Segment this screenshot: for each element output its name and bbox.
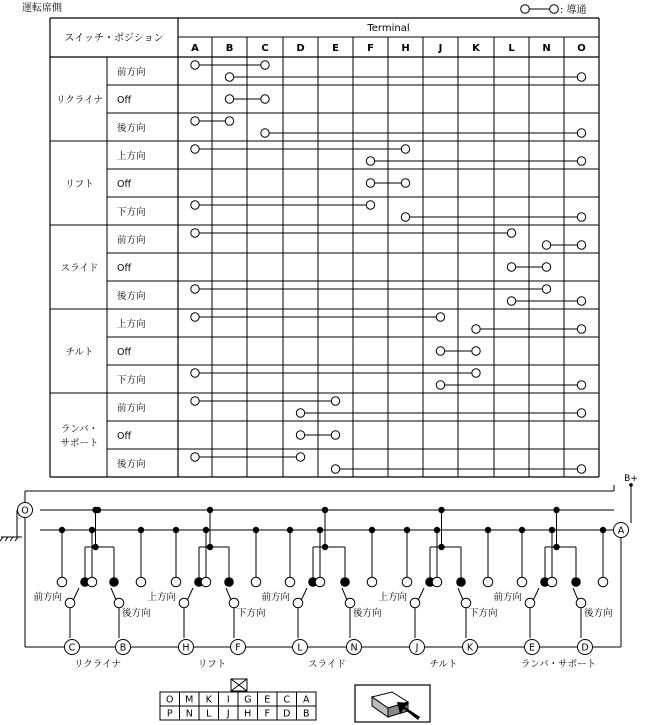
terminal-letter: K — [466, 642, 474, 654]
connector-pin-label: P — [166, 708, 173, 720]
connector-image — [355, 685, 430, 722]
terminal-label-B: B — [225, 43, 234, 54]
row-position-label: Off — [117, 347, 132, 358]
direction-label-left: 前方向 — [33, 592, 62, 603]
terminal-label-O: O — [577, 43, 586, 54]
switch-name: リクライナ — [73, 659, 122, 670]
direction-label-left: 前方向 — [493, 592, 522, 603]
battery-label: B+ — [624, 474, 638, 484]
connector-pin-label: B — [302, 708, 310, 720]
row-position-label: 後方向 — [117, 123, 146, 134]
row-position-label: 上方向 — [117, 151, 146, 162]
direction-label-left: 前方向 — [261, 592, 290, 603]
row-position-label: Off — [117, 179, 132, 190]
direction-label-right: 下方向 — [237, 608, 266, 619]
direction-label-left: 上方向 — [147, 592, 176, 603]
terminal-letter: L — [297, 642, 303, 654]
terminal-letter: D — [581, 642, 589, 654]
connector-pin-label: L — [206, 708, 212, 720]
terminal-label-E: E — [332, 43, 339, 54]
terminal-label-A: A — [191, 43, 199, 54]
switch-position-header: スイッチ・ポジション — [64, 33, 164, 44]
connector-pin-label: E — [264, 694, 271, 706]
direction-label-left: 上方向 — [378, 592, 407, 603]
group-name: チルト — [65, 347, 94, 358]
row-position-label: 上方向 — [117, 319, 146, 330]
connector-pin-label: N — [185, 708, 193, 720]
row-position-label: 前方向 — [117, 67, 146, 78]
connector-pin-label: I — [226, 694, 230, 706]
terminal-letter: B — [119, 642, 127, 654]
terminal-letter: A — [617, 525, 625, 537]
connector-pin-label: O — [166, 694, 174, 706]
connector-pin-label: M — [185, 694, 194, 706]
row-position-label: 下方向 — [117, 207, 146, 218]
switch-name: スライド — [308, 659, 346, 670]
group-name: リフト — [65, 179, 94, 190]
terminal-letter: C — [68, 642, 76, 654]
row-position-label: 下方向 — [117, 375, 146, 386]
connector-pin-label: K — [205, 694, 212, 706]
row-position-label: Off — [117, 263, 132, 274]
terminal-label-N: N — [542, 43, 551, 54]
group-name: サポート — [60, 438, 99, 449]
direction-label-right: 後方向 — [584, 608, 613, 619]
row-position-label: 後方向 — [117, 291, 146, 302]
terminal-letter: E — [528, 642, 536, 654]
page-title: 運転席側 — [22, 3, 62, 14]
terminal-label-J: J — [438, 43, 443, 54]
connector-pin-label: D — [283, 708, 291, 720]
terminal-label-C: C — [261, 43, 269, 54]
group-name: スライド — [60, 263, 99, 274]
group-name: ランバ・ — [60, 424, 99, 435]
connector-pin-label: C — [283, 694, 291, 706]
row-position-label: 前方向 — [117, 235, 146, 246]
switch-name: ランバ・サポート — [520, 659, 597, 670]
connector-pin-label: H — [244, 708, 252, 720]
switch-name: リフト — [197, 659, 227, 670]
terminal-letter: F — [235, 642, 241, 654]
row-position-label: 後方向 — [117, 459, 146, 470]
direction-label-right: 後方向 — [122, 608, 151, 619]
terminal-letter: J — [415, 642, 419, 654]
terminal-label-D: D — [296, 43, 305, 54]
row-position-label: Off — [117, 95, 132, 106]
switch-name: チルト — [429, 659, 458, 670]
terminal-label-F: F — [367, 43, 374, 54]
group-name: リクライナ — [55, 95, 104, 106]
terminal-letter: N — [350, 642, 358, 654]
direction-label-right: 下方向 — [469, 608, 498, 619]
terminal-header: Terminal — [367, 23, 410, 34]
direction-label-right: 後方向 — [353, 608, 382, 619]
terminal-letter: H — [182, 642, 190, 654]
connector-pin-label: A — [303, 694, 310, 706]
terminal-label-K: K — [472, 43, 480, 54]
connector-pin-label: F — [264, 708, 270, 720]
terminal-label-L: L — [508, 43, 515, 54]
row-position-label: Off — [117, 431, 132, 442]
terminal-letter: O — [21, 505, 29, 517]
row-position-label: 前方向 — [117, 403, 146, 414]
connector-pin-label: G — [244, 694, 252, 706]
terminal-label-H: H — [401, 43, 410, 54]
legend-label: : 導通 — [560, 5, 587, 16]
connector-pin-label: J — [226, 708, 230, 720]
